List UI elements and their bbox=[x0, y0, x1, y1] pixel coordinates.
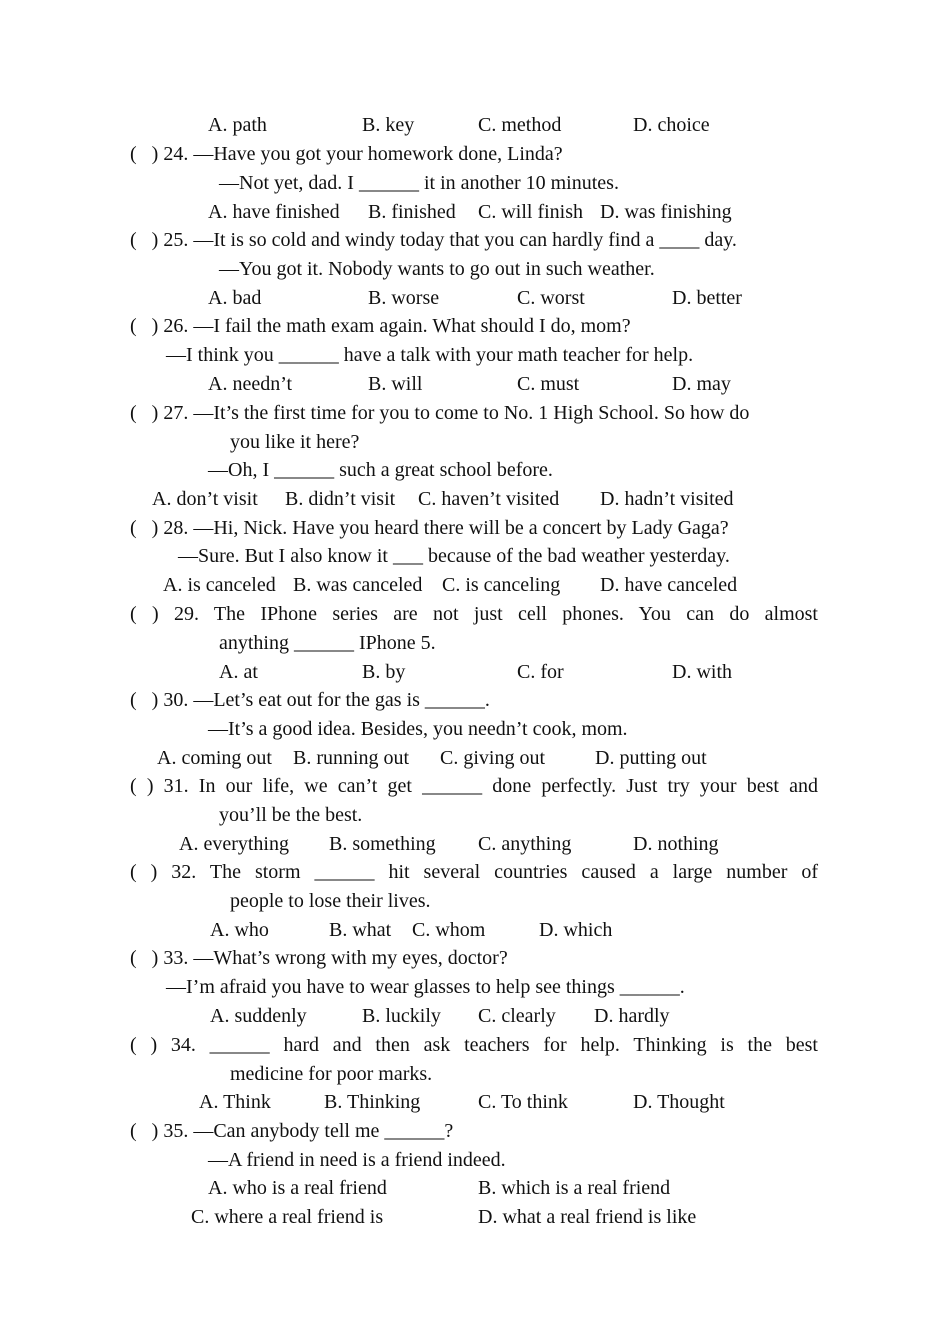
option-d: D. Thought bbox=[633, 1091, 725, 1113]
option-a: A. have finished bbox=[208, 201, 340, 223]
question-26: ( ) 26. —I fail the math exam again. What should I do, mom? bbox=[130, 315, 631, 337]
question-27-dialog: —Oh, I ______ such a great school before. bbox=[208, 459, 553, 481]
option-b: B. by bbox=[362, 661, 406, 683]
option-d: D. choice bbox=[633, 114, 710, 136]
option-a: A. path bbox=[208, 114, 267, 136]
option-d: D. what a real friend is like bbox=[478, 1206, 697, 1228]
option-b: B. running out bbox=[293, 747, 410, 769]
option-d: D. hadn’t visited bbox=[600, 488, 734, 510]
option-d: D. have canceled bbox=[600, 574, 738, 596]
option-a: A. don’t visit bbox=[152, 488, 258, 510]
option-b: B. what bbox=[329, 919, 392, 941]
question-28: ( ) 28. —Hi, Nick. Have you heard there will be a concert by Lady Gaga? bbox=[130, 517, 729, 539]
option-d: D. better bbox=[672, 287, 742, 309]
option-c: C. will finish bbox=[478, 201, 584, 223]
option-b: B. key bbox=[362, 114, 415, 136]
question-24: ( ) 24. —Have you got your homework done, Linda? bbox=[130, 143, 563, 165]
question-29: ( ) 29. The IPhone series are not just cell phones. You can do almost bbox=[130, 603, 818, 625]
question-28-dialog: —Sure. But I also know it ___ because of the bad weather yesterday. bbox=[178, 545, 730, 567]
option-c: C. haven’t visited bbox=[418, 488, 560, 510]
option-c: C. clearly bbox=[478, 1005, 556, 1027]
option-c: C. To think bbox=[478, 1091, 568, 1113]
option-b: B. Thinking bbox=[324, 1091, 421, 1113]
option-c: C. for bbox=[517, 661, 564, 683]
question-35-dialog: —A friend in need is a friend indeed. bbox=[208, 1149, 506, 1171]
option-b: B. was canceled bbox=[293, 574, 423, 596]
option-d: D. hardly bbox=[594, 1005, 670, 1027]
option-a: A. bad bbox=[208, 287, 262, 309]
option-a: A. Think bbox=[199, 1091, 271, 1113]
question-27-cont: you like it here? bbox=[230, 431, 360, 453]
question-34-cont: medicine for poor marks. bbox=[230, 1063, 433, 1085]
question-34: ( ) 34. ______ hard and then ask teachers for help. Thinking is the best bbox=[130, 1034, 818, 1056]
option-a: A. everything bbox=[179, 833, 289, 855]
question-31-cont: you’ll be the best. bbox=[219, 804, 363, 826]
question-27: ( ) 27. —It’s the first time for you to come to No. 1 High School. So how do bbox=[130, 402, 750, 424]
question-33-dialog: —I’m afraid you have to wear glasses to help see things ______. bbox=[166, 976, 685, 998]
option-d: D. putting out bbox=[595, 747, 707, 769]
option-a: A. who is a real friend bbox=[208, 1177, 387, 1199]
option-a: A. needn’t bbox=[208, 373, 293, 395]
question-31: ( ) 31. In our life, we can’t get ______ done perfectly. Just try your best and bbox=[130, 775, 818, 797]
option-a: A. suddenly bbox=[210, 1005, 307, 1027]
question-35: ( ) 35. —Can anybody tell me ______? bbox=[130, 1120, 454, 1142]
option-c: C. is canceling bbox=[442, 574, 561, 596]
option-b: B. finished bbox=[368, 201, 456, 223]
option-c: C. method bbox=[478, 114, 562, 136]
question-25: ( ) 25. —It is so cold and windy today that you can hardly find a ____ day. bbox=[130, 229, 737, 251]
option-a: A. who bbox=[210, 919, 269, 941]
option-d: D. which bbox=[539, 919, 613, 941]
question-25-dialog: —You got it. Nobody wants to go out in such weather. bbox=[219, 258, 655, 280]
option-a: A. at bbox=[219, 661, 258, 683]
question-30: ( ) 30. —Let’s eat out for the gas is ______. bbox=[130, 689, 490, 711]
question-30-dialog: —It’s a good idea. Besides, you needn’t cook, mom. bbox=[208, 718, 628, 740]
option-b: B. didn’t visit bbox=[285, 488, 396, 510]
option-c: C. must bbox=[517, 373, 580, 395]
option-b: B. which is a real friend bbox=[478, 1177, 671, 1199]
option-d: D. with bbox=[672, 661, 732, 683]
option-c: C. giving out bbox=[440, 747, 546, 769]
option-d: D. may bbox=[672, 373, 731, 395]
option-d: D. was finishing bbox=[600, 201, 732, 223]
option-b: B. something bbox=[329, 833, 436, 855]
option-c: C. anything bbox=[478, 833, 572, 855]
option-d: D. nothing bbox=[633, 833, 719, 855]
option-a: A. coming out bbox=[157, 747, 272, 769]
option-b: B. will bbox=[368, 373, 423, 395]
question-32: ( ) 32. The storm ______ hit several countries caused a large number of bbox=[130, 861, 818, 883]
question-26-dialog: —I think you ______ have a talk with your math teacher for help. bbox=[166, 344, 694, 366]
option-c: C. whom bbox=[412, 919, 486, 941]
option-a: A. is canceled bbox=[163, 574, 276, 596]
option-b: B. worse bbox=[368, 287, 440, 309]
question-29-cont: anything ______ IPhone 5. bbox=[219, 632, 436, 654]
option-b: B. luckily bbox=[362, 1005, 441, 1027]
option-c: C. worst bbox=[517, 287, 585, 309]
question-32-cont: people to lose their lives. bbox=[230, 890, 431, 912]
option-c: C. where a real friend is bbox=[191, 1206, 384, 1228]
question-33: ( ) 33. —What’s wrong with my eyes, doctor? bbox=[130, 947, 508, 969]
question-24-dialog: —Not yet, dad. I ______ it in another 10 minutes. bbox=[219, 172, 619, 194]
